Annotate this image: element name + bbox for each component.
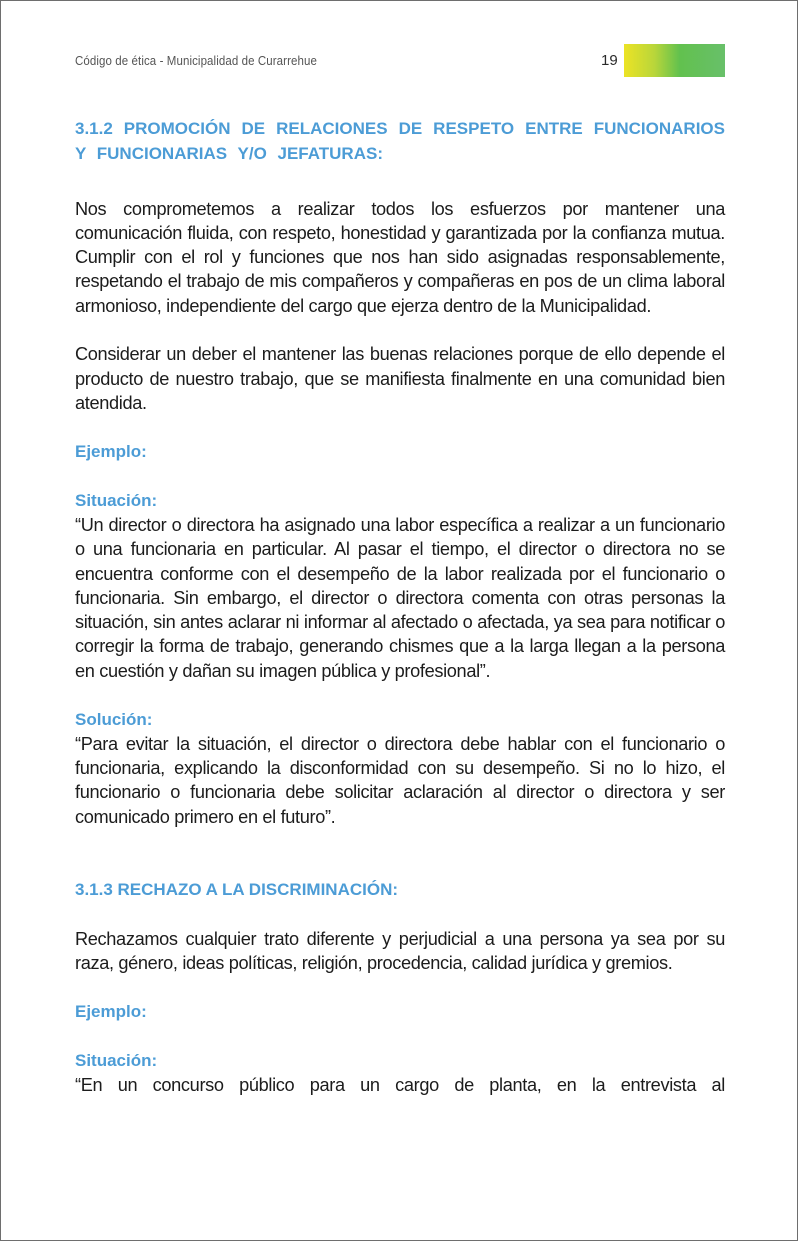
body-paragraph: Nos comprometemos a realizar todos los esfuerzos por mantener una comunicación fluida, con respeto, honestidad y garantizada por la confianza mutua. Cumplir con el rol y funciones que nos han sido asignadas responsablemente, respetando el trabajo de mis compañeros y compañeras en pos de un clima laboral armonioso, independiente del cargo que ejerza dentro de la Municipalidad. [75,198,725,316]
header-accent-bar [624,44,725,77]
section-heading: 3.1.3 RECHAZO A LA DISCRIMINACIÓN: [75,880,399,900]
situation-text: “En un concurso público para un cargo de planta, en la entrevista al [75,1075,725,1096]
solution-label: Solución: [75,709,153,729]
page-content [75,117,725,1098]
situation-label: Situación: [75,490,158,510]
situation-label: Situación: [75,1050,158,1070]
example-label: Ejemplo: [75,1002,147,1022]
solution-text: “Para evitar la situación, el director o directora debe hablar con el funcionario o funcionaria, explicando la disconformidad con su desempeño. Si no lo hizo, el funcionario o funcionaria debe solicitar aclaración al director o directora y ser comunicado primero en el futuro”. [75,733,725,827]
section-3-1-2 [75,117,725,829]
body-paragraph: Considerar un deber el mantener las buenas relaciones porque de ello depende el producto de nuestro trabajo, que se manifiesta finalmente en una comunidad bien atendida. [75,344,725,414]
running-header-title: Código de ética - Municipalidad de Curarrehue [75,54,317,68]
section-heading: 3.1.2 PROMOCIÓN DE RELACIONES DE RESPETO ENTRE FUNCIONARIOS Y FUNCIONARIAS Y/O JEFATURAS: [75,119,725,163]
example-label: Ejemplo: [75,441,147,461]
body-paragraph: Rechazamos cualquier trato diferente y perjudicial a una persona ya sea por su raza, género, ideas políticas, religión, procedencia, calidad jurídica y gremios. [75,929,725,974]
situation-text: “Un director o directora ha asignado una labor específica a realizar a un funcionario o una funcionaria en particular. Al pasar el tiempo, el director o directora no se encuentra conforme con el desempeño de la labor realizada por el funcionario o funcionaria. Sin embargo, el director o directora comenta con otras personas la situación, sin antes aclarar ni informar al afectado o afectada, ya sea para notificar o corregir la forma de trabajo, generando chismes que a la larga llegan a la persona en cuestión y dañan su imagen pública y profesional”. [75,514,725,681]
section-3-1-3 [75,878,725,1097]
page-number: 19 [601,52,618,69]
